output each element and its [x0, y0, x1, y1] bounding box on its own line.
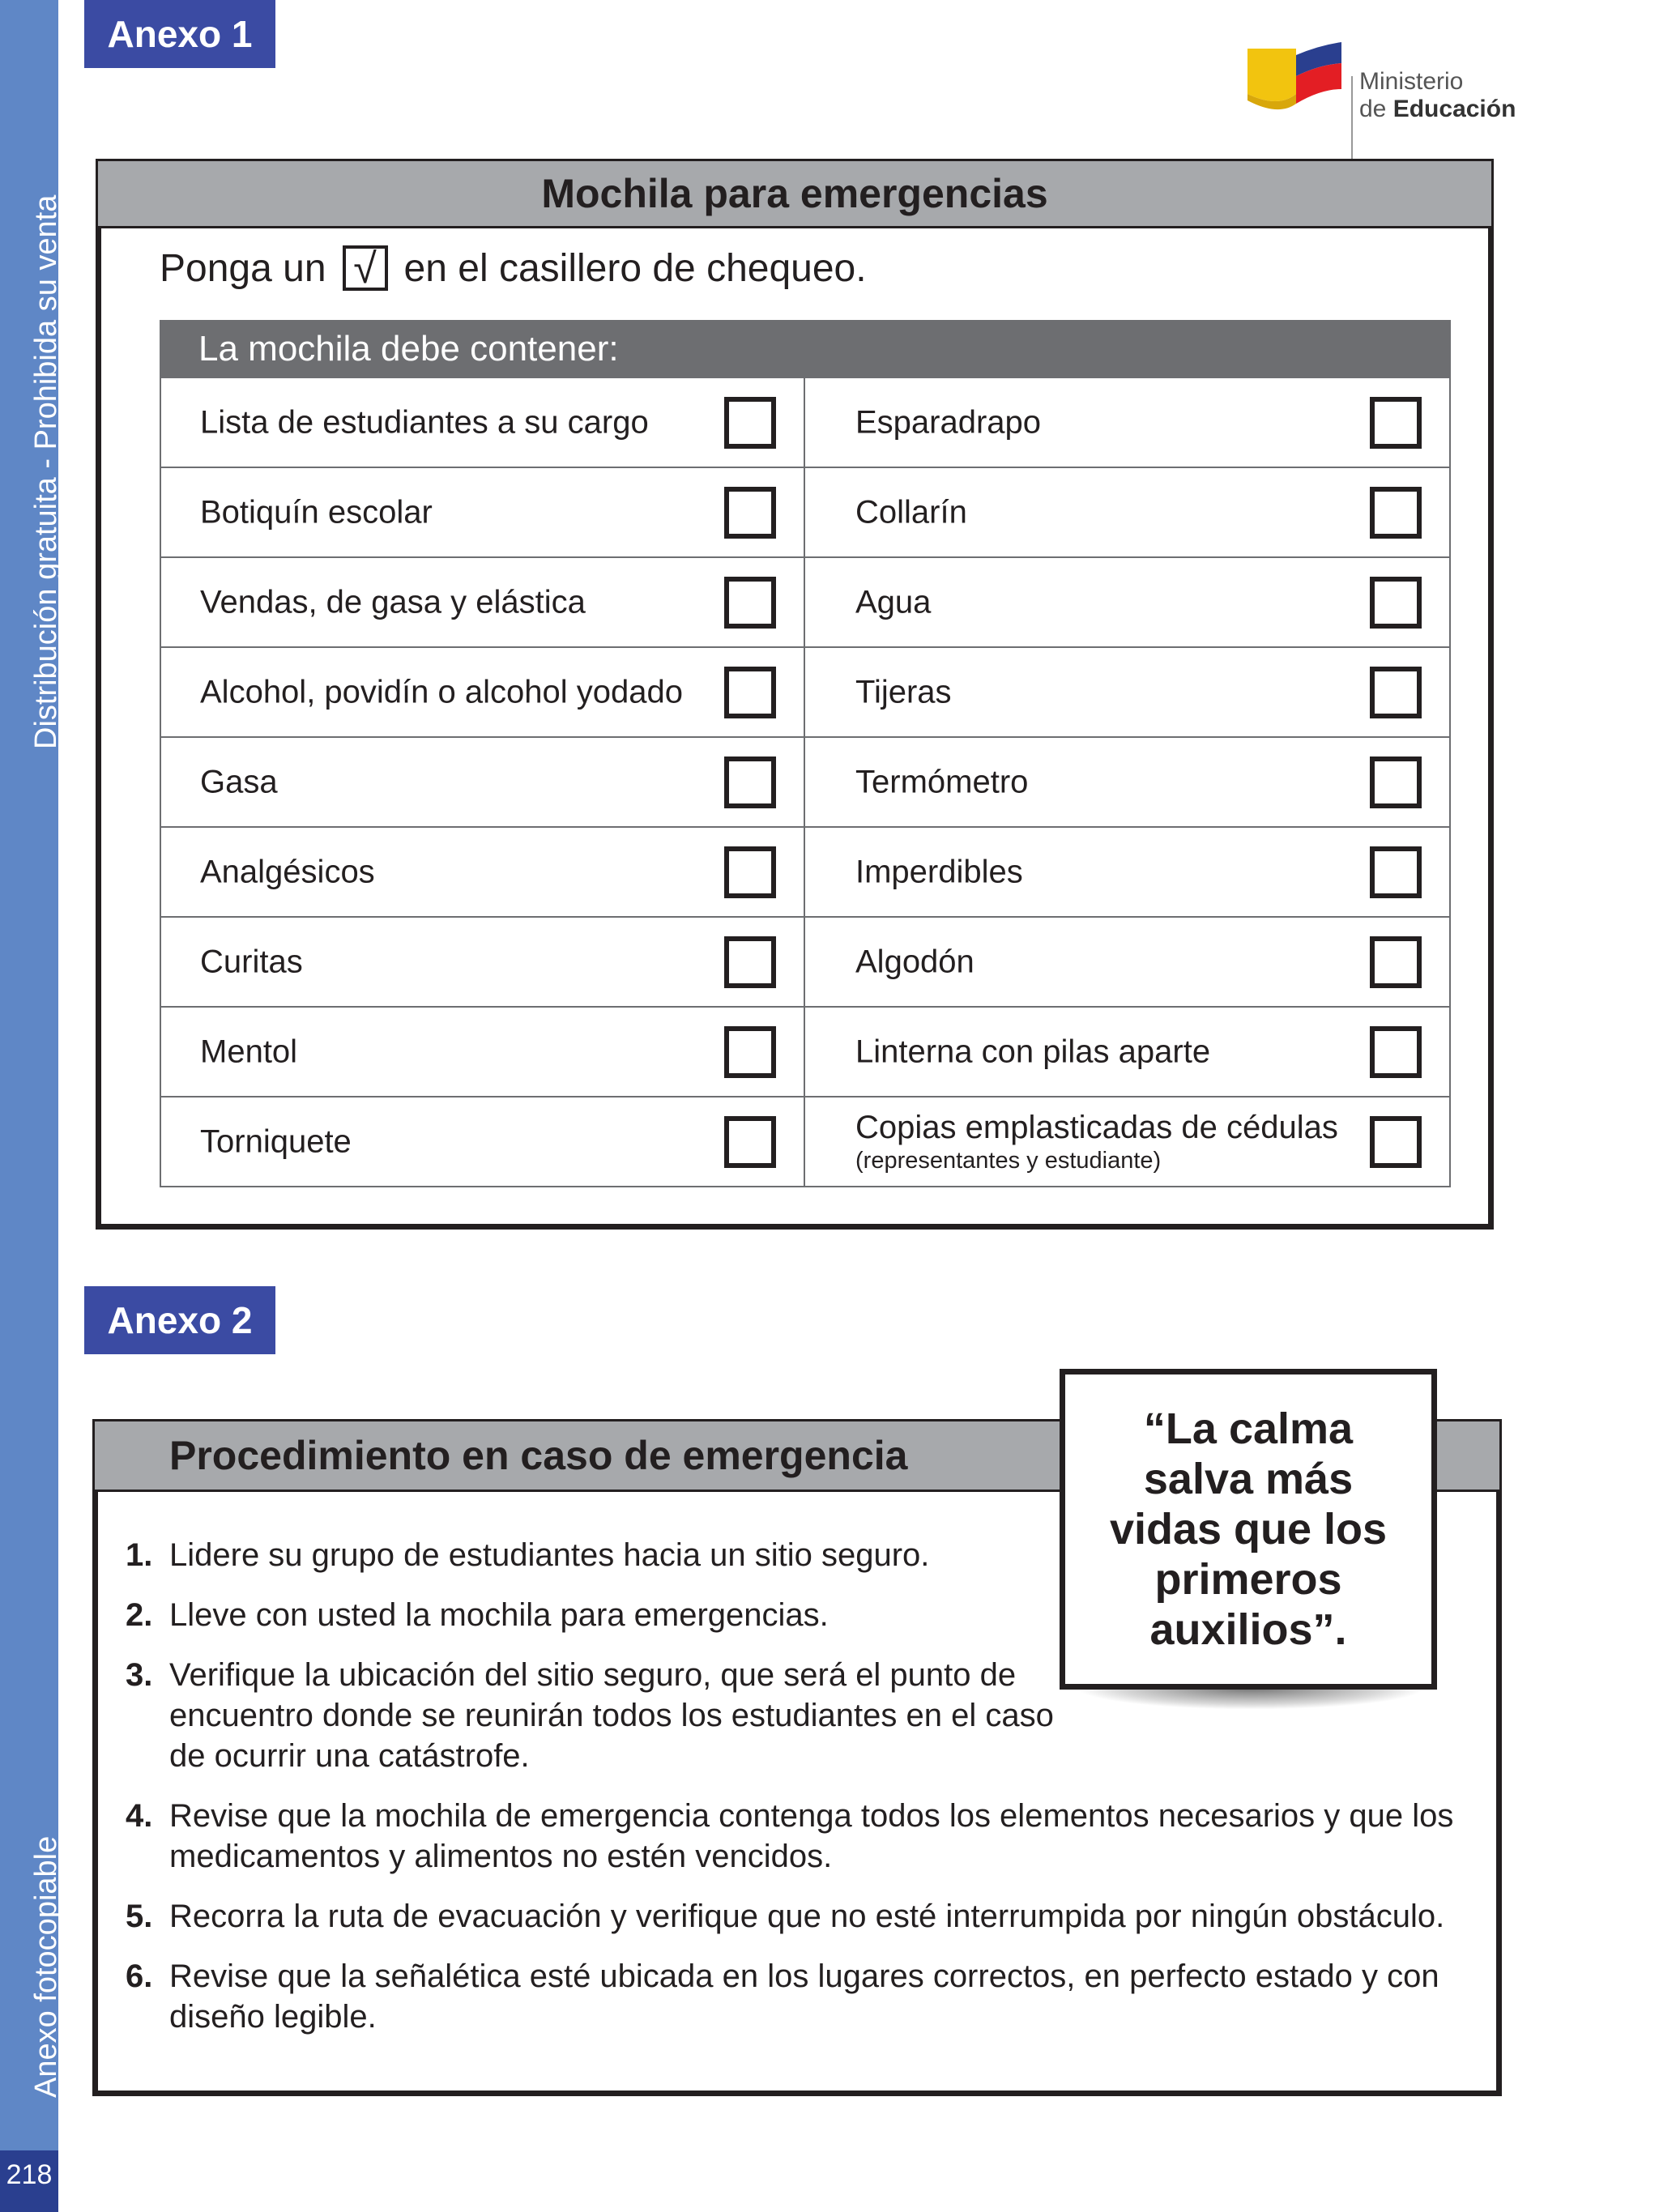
ministry-line2-bold: Educación	[1392, 96, 1516, 122]
step-text: Revise que la mochila de emergencia contenga todos los elementos necesarios y que los medicamentos y alimentos no estén vencidos.	[169, 1798, 1454, 1874]
checklist-item-left	[161, 918, 805, 1006]
checkbox[interactable]	[724, 936, 776, 988]
ministry-name	[1359, 68, 1516, 123]
checklist-item-left	[161, 468, 805, 556]
table-row	[161, 918, 1449, 1008]
quote-box	[1060, 1369, 1437, 1690]
checklist-item-right	[805, 918, 1449, 1006]
step-text: Lleve con usted la mochila para emergencias.	[169, 1597, 829, 1633]
checklist-item-label	[200, 1034, 297, 1070]
step-number: 2.	[126, 1597, 153, 1633]
table-row	[161, 1097, 1449, 1187]
table-row	[161, 558, 1449, 648]
checkbox[interactable]	[724, 846, 776, 898]
checklist-item-right	[805, 468, 1449, 556]
table-row	[161, 1008, 1449, 1097]
emergency-backpack-title: Mochila para emergencias	[96, 159, 1494, 228]
checklist-item-right	[805, 558, 1449, 646]
checklist-item-label	[855, 584, 931, 620]
procedure-step	[126, 1535, 1060, 1575]
sidebar-annex-text: Anexo fotocopiable	[29, 1835, 63, 2098]
checklist-item-text: Imperdibles	[855, 854, 1023, 889]
checkbox[interactable]	[724, 1116, 776, 1168]
checklist-item-left	[161, 378, 805, 467]
checkbox[interactable]	[1370, 487, 1422, 539]
checklist-item-text: Analgésicos	[200, 854, 375, 889]
procedure-step	[126, 1956, 1486, 2037]
checklist-item-left	[161, 1008, 805, 1096]
checklist-item-text: Alcohol, povidín o alcohol yodado	[200, 674, 683, 710]
checklist-item-left	[161, 1097, 805, 1186]
step-text: Lidere su grupo de estudiantes hacia un sitio seguro.	[169, 1537, 930, 1573]
checklist-item-text: Tijeras	[855, 674, 952, 710]
step-number: 1.	[126, 1537, 153, 1573]
checklist-item-text: Termómetro	[855, 764, 1029, 799]
checklist-item-label	[200, 404, 649, 441]
checkbox[interactable]	[1370, 1026, 1422, 1078]
step-text: Verifique la ubicación del sitio seguro, que será el punto de encuentro donde se reunirán todos los estudiantes en el caso de ocurrir una catástrofe.	[169, 1657, 1054, 1774]
step-text: Recorra la ruta de evacuación y verifique que no esté interrumpida por ningún obstáculo.	[169, 1899, 1445, 1934]
annex-1-tag: Anexo 1	[84, 0, 275, 68]
checkbox[interactable]	[1370, 846, 1422, 898]
checkbox[interactable]	[724, 1026, 776, 1078]
step-number: 4.	[126, 1798, 153, 1834]
checkbox[interactable]	[1370, 397, 1422, 449]
checklist-item-label	[200, 674, 683, 710]
checklist-item-label	[200, 494, 433, 531]
checklist-item-text: Linterna con pilas aparte	[855, 1034, 1211, 1069]
checklist-item-right	[805, 1008, 1449, 1096]
checklist-item-text: Botiquín escolar	[200, 494, 433, 530]
checklist-item-text: Algodón	[855, 944, 975, 979]
step-number: 3.	[126, 1657, 153, 1693]
emergency-procedure-title: Procedimiento en caso de emergencia	[92, 1419, 1502, 1492]
step-text: Revise que la señalética esté ubicada en los lugares correctos, en perfecto estado y con diseño legible.	[169, 1958, 1439, 2035]
checkbox[interactable]	[1370, 757, 1422, 808]
checklist-item-right	[805, 1097, 1449, 1186]
procedure-step	[126, 1595, 1060, 1635]
checklist-item-label	[855, 1110, 1338, 1174]
page-number: 218	[0, 2150, 58, 2212]
checkbox[interactable]	[1370, 667, 1422, 718]
ministry-line2-prefix: de	[1359, 96, 1393, 122]
checkbox[interactable]	[724, 577, 776, 629]
table-row	[161, 648, 1449, 738]
table-header: La mochila debe contener:	[160, 320, 1451, 378]
checklist-item-label	[855, 674, 952, 710]
emergency-backpack-panel	[96, 159, 1494, 1230]
checkbox[interactable]	[1370, 936, 1422, 988]
checklist-item-subtext: (representantes y estudiante)	[855, 1147, 1162, 1174]
procedure-step	[126, 1896, 1486, 1937]
ministry-logo	[1246, 40, 1521, 130]
checklist-item-text: Agua	[855, 584, 932, 620]
checkbox[interactable]	[724, 397, 776, 449]
checklist-item-label	[855, 404, 1041, 441]
ministry-logo-icon	[1246, 40, 1351, 130]
step-number: 5.	[126, 1899, 153, 1934]
instruction-after: en el casillero de chequeo.	[403, 246, 867, 290]
checklist-item-label	[200, 584, 586, 620]
checklist-item-text: Esparadrapo	[855, 404, 1042, 440]
checkmark-icon: √	[343, 245, 388, 291]
checklist-item-text: Gasa	[200, 764, 278, 799]
checklist-item-label	[200, 1123, 352, 1160]
checklist-item-left	[161, 648, 805, 736]
checklist-item-right	[805, 648, 1449, 736]
quote-text: “La calma salva más vidas que los primeros auxilios”.	[1109, 1404, 1388, 1654]
instruction	[160, 245, 867, 291]
checklist-item-text: Collarín	[855, 494, 967, 530]
checkbox[interactable]	[1370, 1116, 1422, 1168]
checklist-item-label	[200, 944, 303, 980]
annex-2-tag: Anexo 2	[84, 1286, 275, 1354]
checklist-item-label	[855, 854, 1023, 890]
checklist-item-label	[200, 854, 375, 890]
table-row	[161, 738, 1449, 828]
logo-divider	[1351, 76, 1353, 160]
checklist-table	[160, 378, 1451, 1187]
checkbox[interactable]	[1370, 577, 1422, 629]
procedure-step	[126, 1796, 1486, 1877]
checklist-item-left	[161, 558, 805, 646]
checklist-item-text: Lista de estudiantes a su cargo	[200, 404, 649, 440]
checkbox[interactable]	[724, 667, 776, 718]
checklist-item-text: Vendas, de gasa y elástica	[200, 584, 586, 620]
checklist-item-label	[200, 764, 278, 800]
checklist-item-right	[805, 378, 1449, 467]
checklist-item-text: Torniquete	[200, 1123, 352, 1159]
checklist-item-label	[855, 494, 967, 531]
checklist-item-text: Curitas	[200, 944, 303, 979]
checklist-item-text: Mentol	[200, 1034, 298, 1069]
checklist-item-text: Copias emplasticadas de cédulas	[855, 1109, 1338, 1145]
checklist-item-label	[855, 944, 975, 980]
procedure-step	[126, 1655, 1060, 1776]
checklist-item-right	[805, 828, 1449, 916]
sidebar	[0, 0, 63, 2212]
checklist-item-label	[855, 1034, 1210, 1070]
table-row	[161, 468, 1449, 558]
step-number: 6.	[126, 1958, 153, 1994]
table-row	[161, 378, 1449, 468]
checkbox[interactable]	[724, 757, 776, 808]
checklist-item-label	[855, 764, 1028, 800]
checklist-item-left	[161, 828, 805, 916]
checkbox[interactable]	[724, 487, 776, 539]
checklist-item-left	[161, 738, 805, 826]
table-row	[161, 828, 1449, 918]
instruction-before: Ponga un	[160, 246, 326, 290]
sidebar-distribution-text: Distribución gratuita - Prohibida su venta	[29, 194, 63, 749]
ministry-line1: Ministerio	[1359, 68, 1464, 95]
checklist-item-right	[805, 738, 1449, 826]
